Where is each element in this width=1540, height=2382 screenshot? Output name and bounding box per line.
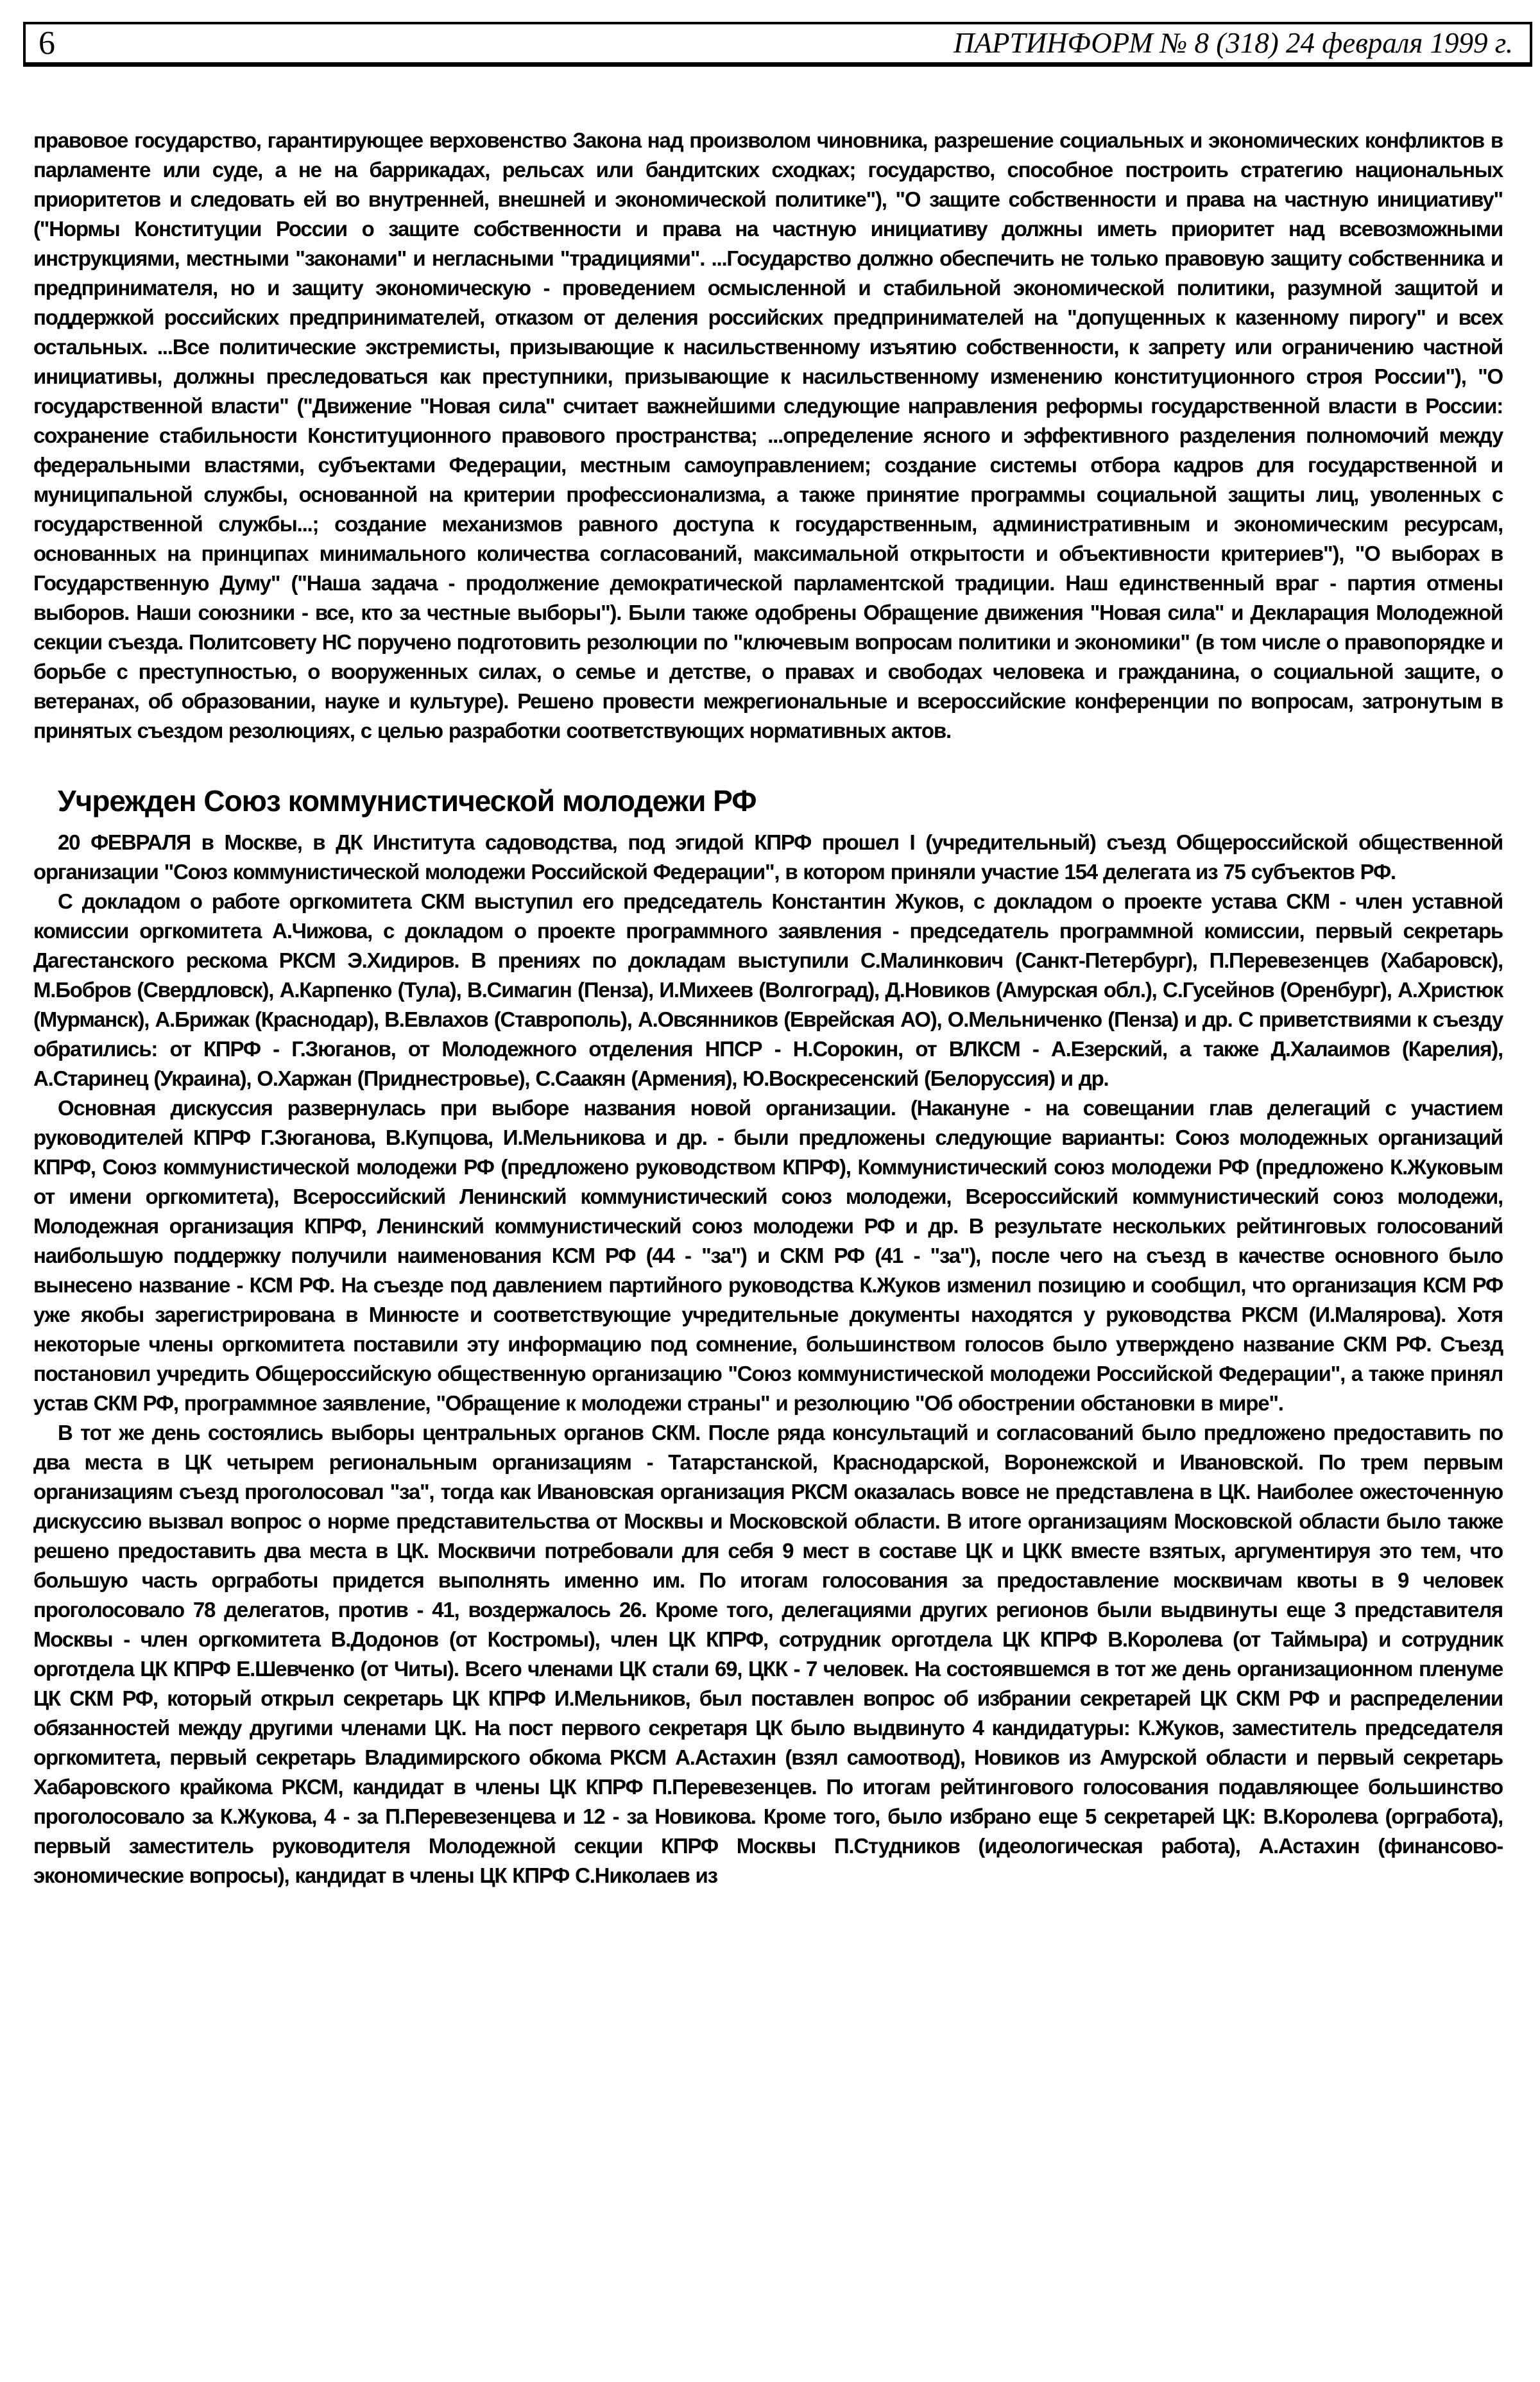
page-header	[23, 22, 1532, 67]
article-heading: Учрежден Союз коммунистической молодежи РФ	[58, 784, 757, 818]
paragraph-continuation: правовое государство, гарантирующее верховенство Закона над произволом чиновника, разрешение социальных и экономических конфликтов в парламенте или суде, а не на баррикадах, рельсах или бандитских сходках; государство, способное построить стратегию национальных приоритетов и следовать ей во внутренней, внешней и экономической политике"), "О защите собственности и права на частную инициативу" ("Нормы Конституции России о защите собственности и права на частную инициативу должны иметь приоритет над всевозможными инструкциями, местными "законами" и негласными "традициями". ...Государство должно обеспечить не только правовую защиту собственника и предпринимателя, но и защиту экономическую - проведением осмысленной и стабильной экономической политики, разумной защитой и поддержкой российских предпринимателей, отказом от деления российских предпринимателей на "допущенных к казенному пирогу" и всех остальных. ...Все политические экстремисты, призывающие к насильственному изъятию собственности, к запрету или ограничению частной инициативы, должны преследоваться как преступники, призывающие к насильственному изменению конституционного строя России"), "О государственной власти" ("Движение "Новая сила" считает важнейшими следующие направления реформы государственной власти в России: сохранение стабильности Конституционного правового пространства; ...определение ясного и эффективного разделения полномочий между федеральными властями, субъектами Федерации, местным самоуправлением; создание системы отбора кадров для государственной и муниципальной службы, основанной на критерии профессионализма, а также принятие программы социальной защиты лиц, уволенных с государственной службы...; создание механизмов равного доступа к государственным, административным и экономическим ресурсам, основанных на принципах минимального количества согласований, максимальной открытости и объективности критериев"), "О выборах в Государственную Думу" ("Наша задача - продолжение демократической парламентской традиции. Наш единственный враг - партия отмены выборов. Наши союзники - все, кто за честные выборы"). Были также одобрены Обращение движения "Новая сила" и Декларация Молодежной секции съезда. Политсовету НС поручено подготовить резолюции по "ключевым вопросам политики и экономики" (в том числе о правопорядке и борьбе с преступностью, о вооруженных силах, о семье и детстве, о правах и свободах человека и гражданина, о социальной защите, о ветеранах, об образовании, науке и культуре). Решено провести межрегиональные и всероссийские конференции по вопросам, затронутым в принятых съездом резолюциях, с целью разработки соответствующих нормативных актов.	[33, 128, 1503, 742]
paragraph: 20 ФЕВРАЛЯ в Москве, в ДК Института садоводства, под эгидой КПРФ прошел I (учредительный) съезд Общероссийской общественной организации "Союз коммунистической молодежи Российской Федерации", в котором приняли участие 154 делегата из 75 субъектов РФ.	[33, 830, 1503, 884]
header-title: ПАРТИНФОРМ № 8 (318) 24 февраля 1999 г.	[954, 27, 1513, 59]
page-number: 6	[38, 24, 55, 62]
paragraph: В тот же день состоялись выборы центральных органов СКМ. После ряда консультаций и согласований было предложено предоставить по два места в ЦК четырем региональным организациям - Татарстанской, Краснодарской, Воронежской и Ивановской. По трем первым организациям съезд проголосовал "за", тогда как Ивановская организация РКСМ оказалась вовсе не представлена в ЦК. Наиболее ожесточенную дискуссию вызвал вопрос о норме представительства от Москвы и Московской области. В итоге организациям Московской области было также решено предоставить два места в ЦК. Москвичи потребовали для себя 9 мест в составе ЦК и ЦКК вместе взятых, аргументируя это тем, что большую часть оргработы придется выполнять именно им. По итогам голосования за предоставление москвичам квоты в 9 человек проголосовало 78 делегатов, против - 41, воздержалось 26. Кроме того, делегациями других регионов были выдвинуты еще 3 представителя Москвы - член оргкомитета В.Додонов (от Костромы), член ЦК КПРФ, сотрудник орготдела ЦК КПРФ В.Королева (от Таймыра) и сотрудник орготдела ЦК КПРФ Е.Шевченко (от Читы). Всего членами ЦК стали 69, ЦКК - 7 человек. На состоявшемся в тот же день организационном пленуме ЦК СКМ РФ, который открыл секретарь ЦК КПРФ И.Мельников, был поставлен вопрос об избрании секретарей ЦК СКМ РФ и распределении обязанностей между другими членами ЦК. На пост первого секретаря ЦК было выдвинуто 4 кандидатуры: К.Жуков, заместитель председателя оргкомитета, первый секретарь Владимирского обкома РКСМ А.Астахин (взял самоотвод), Новиков из Амурской области и первый секретарь Хабаровского крайкома РКСМ, кандидат в члены ЦК КПРФ П.Перевезенцев. По итогам рейтингового голосования подавляющее большинство проголосовало за К.Жукова, 4 - за П.Перевезенцева и 12 - за Новикова. Кроме того, было избрано еще 5 секретарей ЦК: В.Королева (оргработа), первый заместитель руководителя Молодежной секции КПРФ Москвы П.Студников (идеологическая работа), А.Астахин (финансово-экономические вопросы), кандидат в члены ЦК КПРФ С.Николаев из	[33, 1421, 1503, 1887]
paragraph: Основная дискуссия развернулась при выборе названия новой организации. (Накануне - на совещании глав делегаций с участием руководителей КПРФ Г.Зюганова, В.Купцова, И.Мельникова и др. - были предложены следующие варианты: Союз молодежных организаций КПРФ, Союз коммунистической молодежи РФ (предложено руководством КПРФ), Коммунистический союз молодежи РФ (предложено К.Жуковым от имени оргкомитета), Всероссийский Ленинский коммунистический союз молодежи, Всероссийский коммунистический союз молодежи, Молодежная организация КПРФ, Ленинский коммунистический союз молодежи РФ и др. В результате нескольких рейтинговых голосований наибольшую поддержку получили наименования КСМ РФ (44 - "за") и СКМ РФ (41 - "за"), после чего на съезд в качестве основного было вынесено название - КСМ РФ. На съезде под давлением партийного руководства К.Жуков изменил позицию и сообщил, что организация КСМ РФ уже якобы зарегистрирована в Минюсте и соответствующие учредительные документы находятся у руководства РКСМ (И.Малярова). Хотя некоторые члены оргкомитета поставили эту информацию под сомнение, большинством голосов было утверждено название СКМ РФ. Съезд постановил учредить Общероссийскую общественную организацию "Союз коммунистической молодежи Российской Федерации", а также принял устав СКМ РФ, программное заявление, "Обращение к молодежи страны" и резолюцию "Об обострении обстановки в мире".	[33, 1096, 1503, 1415]
page-body	[33, 126, 1503, 1890]
paragraph: С докладом о работе оргкомитета СКМ выступил его председатель Константин Жуков, с докладом о проекте устава СКМ - член уставной комиссии оргкомитета А.Чижова, с докладом о проекте программного заявления - председатель программной комиссии, первый секретарь Дагестанского рескома РКСМ Э.Хидиров. В прениях по докладам выступили С.Малинкович (Санкт-Петербург), П.Перевезенцев (Хабаровск), М.Бобров (Свердловск), А.Карпенко (Тула), В.Симагин (Пенза), И.Михеев (Волгоград), Д.Новиков (Амурская обл.), С.Гусейнов (Оренбург), А.Христюк (Мурманск), А.Брижак (Краснодар), В.Евлахов (Ставрополь), А.Овсянников (Еврейская АО), О.Мельниченко (Пенза) и др. С приветствиями к съезду обратились: от КПРФ - Г.Зюганов, от Молодежного отделения НПСР - Н.Сорокин, от ВЛКСМ - А.Езерский, а также Д.Халаимов (Карелия), А.Старинец (Украина), О.Харжан (Приднестровье), С.Саакян (Армения), Ю.Воскресенский (Белоруссия) и др.	[33, 889, 1503, 1090]
